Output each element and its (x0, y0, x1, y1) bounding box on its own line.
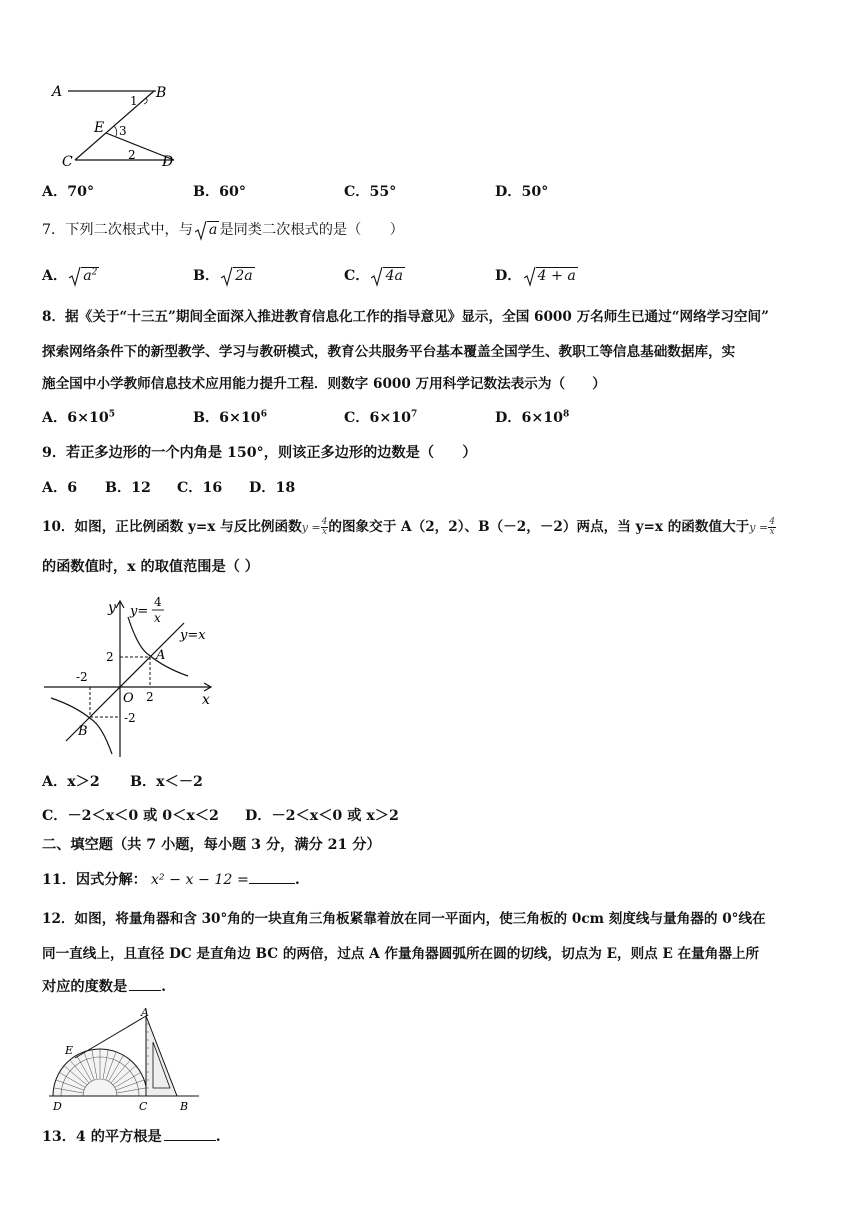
q10-line-label: y=x (180, 628, 206, 643)
q8-option-a-exp: 5 (108, 409, 115, 420)
q7-option-d-radical (524, 266, 578, 286)
q11-stem (42, 870, 300, 890)
q10-tick-x-2: 2 (146, 690, 154, 704)
q12-post: . (161, 979, 167, 995)
q12-answer-blank[interactable] (129, 990, 161, 991)
q12-label-e: E (65, 1044, 74, 1057)
q10-axis-y-label: y (108, 600, 116, 616)
q7-option-b-label: B． (193, 268, 220, 284)
q11-pre: 11．因式分解： (42, 872, 147, 888)
q8-option-c-exp: 7 (410, 409, 418, 420)
q7-option-a[interactable] (42, 266, 99, 286)
q10-func-y-2: y = (749, 521, 769, 534)
q7-option-d-radicand: 4 + a (537, 268, 576, 284)
q9-option-c[interactable]: C．16 (177, 480, 223, 496)
q12-line-1: 12．如图，将量角器和含 30°角的一块直角三角板紧靠着放在同一平面内，使三角板的 0cm 刻度线与量角器的 0°线在 (42, 911, 766, 927)
q10-curve-label-num: 4 (154, 595, 162, 609)
q12-label-c: C (139, 1100, 148, 1113)
q10-func-num-2: 4 (769, 517, 775, 527)
q6-option-c[interactable]: C．55° (344, 184, 397, 200)
q10-curve-label-y: y= (130, 604, 149, 619)
q10-tick-y-neg2: -2 (124, 711, 136, 725)
q8-line-1: 8．据《关于“十三五”期间全面深入推进教育信息化工作的指导意见》显示，全国 6000 万名师生已通过“网络学习空间” (42, 309, 769, 325)
q10-option-c[interactable]: C．－2＜x＜0 或 0＜x＜2 (42, 808, 219, 824)
q7-option-c[interactable] (344, 266, 405, 286)
q13-answer-blank[interactable] (164, 1140, 216, 1141)
q10-tick-y-2: 2 (106, 650, 114, 664)
q8-option-c-base: C．6×10 (344, 410, 411, 426)
q10-stem-line-2: 的函数值时，x 的取值范围是（ ） (42, 559, 259, 575)
q7-stem-radical (195, 220, 219, 240)
q11-expression: x² − x − 12 = (150, 872, 249, 888)
q6-option-d[interactable]: D．50° (495, 184, 549, 200)
fig6-angle-3: 3 (119, 124, 127, 138)
q8-option-d-base: D．6×10 (495, 410, 563, 426)
q6-option-b[interactable]: B．60° (193, 184, 247, 200)
q10-func-num: 4 (321, 517, 328, 527)
q7-stem-radicand: a (208, 222, 218, 238)
fig6-angle-2: 2 (128, 148, 136, 162)
q8-option-d[interactable] (495, 408, 569, 428)
q10-stem-part-2: 的图象交于 A（2，2）、B（－2，－2）两点，当 y=x 的函数值大于 (328, 519, 750, 535)
q7-option-b[interactable] (193, 266, 255, 286)
q10-func-den: x (321, 527, 328, 537)
q9-stem: 9．若正多边形的一个内角是 150°，则该正多边形的边数是（ ） (42, 445, 477, 461)
q10-stem-line-1 (42, 517, 776, 538)
q7-option-a-radicand: a (83, 268, 92, 284)
q13-pre: 13．4 的平方根是 (42, 1129, 162, 1145)
q13-post: . (215, 1129, 221, 1145)
q12-line-3-text: 对应的度数是 (42, 979, 128, 995)
q10-point-b-label: B (78, 724, 88, 739)
q7-option-a-radical (69, 266, 99, 286)
fig6-label-e: E (94, 120, 105, 136)
q7-stem-pre: 7．下列二次根式中，与 (42, 222, 193, 238)
q6-figure (48, 80, 188, 172)
q11-answer-blank[interactable] (249, 883, 295, 884)
q12-figure (45, 1008, 205, 1118)
q8-option-a-base: A．6×10 (42, 410, 109, 426)
q9-option-a[interactable]: A．6 (42, 480, 78, 496)
fig6-angle-1: 1 (130, 94, 138, 108)
q10-func-y: y = (301, 521, 321, 534)
q7-stem (42, 220, 404, 240)
q12-line-3 (42, 977, 166, 997)
q12-label-a: A (141, 1008, 149, 1019)
q13-stem (42, 1127, 221, 1147)
q7-option-b-radicand: 2a (235, 268, 253, 284)
q10-option-d[interactable]: D．－2＜x＜0 或 x＞2 (245, 808, 399, 824)
q11-post: . (294, 872, 300, 888)
fig6-label-d: D (162, 154, 174, 170)
fig6-label-b: B (156, 85, 167, 101)
q10-func-fraction-2 (768, 518, 776, 537)
q7-option-c-radicand: 4a (385, 268, 403, 284)
fig6-label-c: C (62, 154, 73, 170)
q7-option-c-label: C． (344, 268, 370, 284)
q8-line-3: 施全国中小学教师信息技术应用能力提升工程．则数字 6000 万用科学记数法表示为（ ） (42, 376, 606, 392)
q8-option-d-exp: 8 (563, 409, 570, 420)
q10-curve-label-den: x (154, 611, 161, 625)
q6-option-a[interactable]: A．70° (42, 184, 95, 200)
q8-option-a[interactable] (42, 408, 115, 428)
q10-origin-label: O (123, 691, 134, 706)
q10-option-b[interactable]: B．x＜－2 (130, 774, 203, 790)
q8-option-b-base: B．6×10 (193, 410, 261, 426)
q12-label-b: B (180, 1100, 189, 1113)
q7-option-d-label: D． (495, 268, 522, 284)
q7-option-a-label: A． (42, 268, 68, 284)
q10-axis-x-label: x (202, 692, 210, 708)
q10-tick-x-neg2: -2 (76, 670, 88, 684)
q8-option-c[interactable] (344, 408, 417, 428)
q8-option-b[interactable] (193, 408, 267, 428)
q9-option-b[interactable]: B．12 (105, 480, 151, 496)
section-2-title: 二、填空题（共 7 小题，每小题 3 分，满分 21 分） (42, 837, 381, 853)
q10-point-a-label: A (156, 648, 166, 663)
q7-option-b-radical (221, 266, 255, 286)
q10-option-a[interactable]: A．x＞2 (42, 774, 100, 790)
q7-option-d[interactable] (495, 266, 578, 286)
q12-label-d: D (53, 1100, 62, 1113)
q7-option-a-exponent: 2 (91, 267, 98, 278)
q10-func-den-2: x (769, 527, 775, 537)
q8-line-2: 探索网络条件下的新型教学、学习与教研模式，教育公共服务平台基本覆盖全国学生、教职工等信息基础数据库，实 (42, 344, 736, 360)
q9-option-d[interactable]: D．18 (249, 480, 296, 496)
q10-graph (40, 592, 225, 762)
q7-stem-post: 是同类二次根式的是（ ） (219, 222, 404, 238)
fig6-label-a: A (52, 84, 63, 100)
q7-option-c-radical (371, 266, 405, 286)
q10-stem-part-1: 10．如图，正比例函数 y=x 与反比例函数 (42, 519, 302, 535)
q8-option-b-exp: 6 (260, 409, 267, 420)
q12-line-2: 同一直线上，且直径 DC 是直角边 BC 的两倍，过点 A 作量角器圆弧所在圆的切线，切点为 E，则点 E 在量角器上所 (42, 946, 760, 962)
